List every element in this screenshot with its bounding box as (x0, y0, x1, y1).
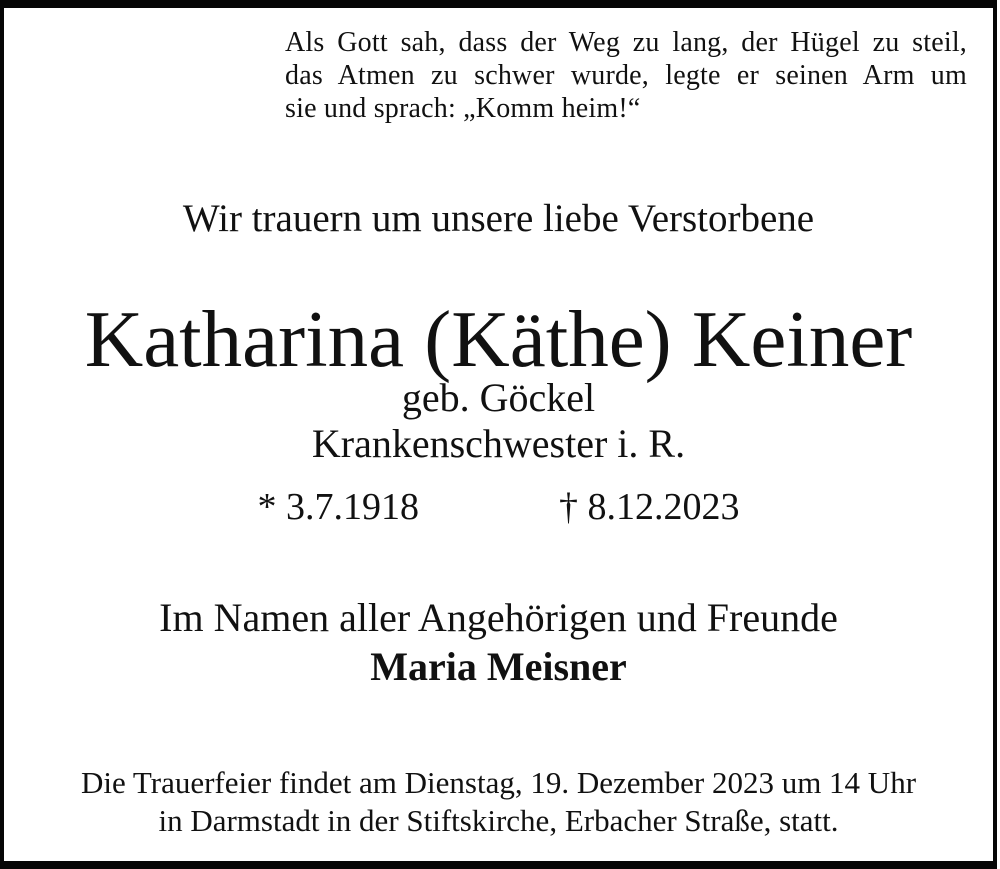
death-date: † 8.12.2023 (559, 486, 740, 528)
birth-date: * 3.7.1918 (257, 486, 419, 528)
epigraph-line: Als Gott sah, dass der Weg zu lang, der Hügel zu steil, (285, 27, 967, 58)
deceased-name: Katharina (Käthe) Keiner (84, 294, 913, 384)
epigraph (285, 26, 967, 125)
life-dates (0, 486, 997, 528)
service-line: Die Trauerfeier findet am Dienstag, 19. Dezember 2023 um 14 Uhr (80, 765, 917, 800)
epigraph-line: das Atmen zu schwer wurde, legte er seinen Arm um (285, 60, 967, 91)
mourners-line: Im Namen aller Angehörigen und Freunde (159, 595, 838, 640)
mourner-name: Maria Meisner (370, 644, 627, 689)
mourning-intro-line: Wir trauern um unsere liebe Verstorbene (182, 197, 815, 240)
service-announcement (0, 764, 997, 840)
epigraph-line: sie und sprach: „Komm heim!“ (285, 93, 641, 124)
maiden-name: geb. Göckel (401, 375, 596, 420)
profession-line: Krankenschwester i. R. (311, 421, 686, 466)
service-line: in Darmstadt in der Stiftskirche, Erbacher Straße, statt. (158, 803, 839, 838)
